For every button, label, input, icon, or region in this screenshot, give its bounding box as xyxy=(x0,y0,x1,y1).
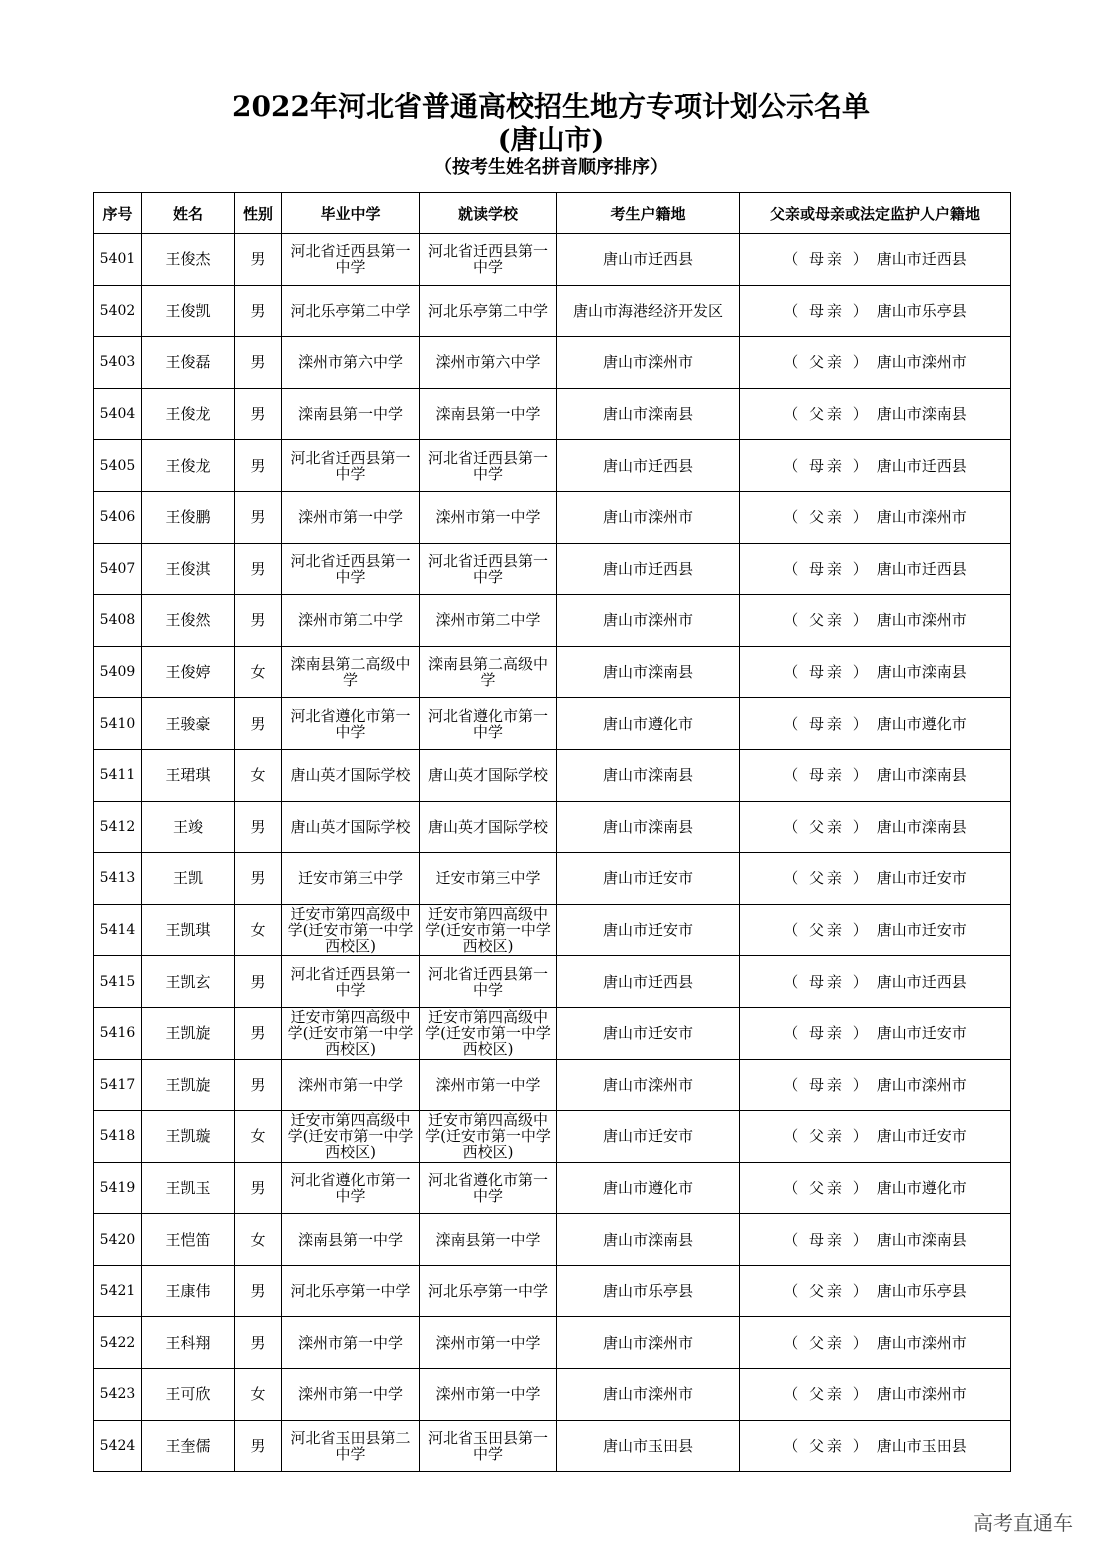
table-row xyxy=(94,956,1011,1008)
guardian-household: 唐山市滦州市 xyxy=(876,353,967,372)
guardian-household: 唐山市迁西县 xyxy=(876,972,967,991)
table-row xyxy=(94,1369,1011,1421)
table-header-row xyxy=(94,193,1011,234)
current-school-cell: 滦州市第一中学 xyxy=(420,491,557,543)
guardian-relation: （ 父亲 ） xyxy=(783,353,871,372)
gender-cell: 男 xyxy=(235,595,282,647)
table-row xyxy=(94,337,1011,389)
name-cell: 王俊杰 xyxy=(142,234,235,286)
current-school-cell: 滦州市第二中学 xyxy=(420,595,557,647)
graduation-school-cell: 迁安市第四高级中学(迁安市第一中学西校区) xyxy=(282,904,420,956)
header-cell: 考生户籍地 xyxy=(557,193,740,234)
guardian-relation: （ 父亲 ） xyxy=(783,1282,871,1301)
guardian-household: 唐山市滦州市 xyxy=(876,1333,967,1352)
gender-cell: 男 xyxy=(235,1317,282,1369)
graduation-school-cell: 滦州市第一中学 xyxy=(282,1369,420,1421)
serial-cell: 5423 xyxy=(94,1369,142,1421)
household-cell: 唐山市玉田县 xyxy=(557,1420,740,1472)
guardian-relation: （ 父亲 ） xyxy=(783,817,871,836)
gender-cell: 男 xyxy=(235,1007,282,1059)
guardian-relation: （ 父亲 ） xyxy=(783,611,871,630)
guardian-relation: （ 父亲 ） xyxy=(783,405,871,424)
graduation-school-cell: 滦南县第一中学 xyxy=(282,1214,420,1266)
household-cell: 唐山市滦州市 xyxy=(557,1317,740,1369)
table-row xyxy=(94,853,1011,905)
guardian-household-cell xyxy=(740,285,1011,337)
serial-cell: 5424 xyxy=(94,1420,142,1472)
header-cell: 就读学校 xyxy=(420,193,557,234)
current-school-cell: 滦州市第六中学 xyxy=(420,337,557,389)
guardian-household-cell xyxy=(740,1214,1011,1266)
graduation-school-cell: 滦州市第一中学 xyxy=(282,1059,420,1111)
guardian-household-cell xyxy=(740,1317,1011,1369)
name-cell: 王凯玉 xyxy=(142,1162,235,1214)
current-school-cell: 滦南县第一中学 xyxy=(420,1214,557,1266)
gender-cell: 男 xyxy=(235,337,282,389)
name-cell: 王凯 xyxy=(142,853,235,905)
table-row xyxy=(94,285,1011,337)
guardian-household: 唐山市迁安市 xyxy=(876,869,967,888)
guardian-household-cell xyxy=(740,749,1011,801)
name-cell: 王凯玄 xyxy=(142,956,235,1008)
gender-cell: 女 xyxy=(235,1214,282,1266)
household-cell: 唐山市迁安市 xyxy=(557,1111,740,1163)
serial-cell: 5408 xyxy=(94,595,142,647)
guardian-household: 唐山市遵化市 xyxy=(876,1178,967,1197)
household-cell: 唐山市遵化市 xyxy=(557,698,740,750)
name-cell: 王俊然 xyxy=(142,595,235,647)
serial-cell: 5401 xyxy=(94,234,142,286)
serial-cell: 5420 xyxy=(94,1214,142,1266)
serial-cell: 5416 xyxy=(94,1007,142,1059)
household-cell: 唐山市迁西县 xyxy=(557,956,740,1008)
graduation-school-cell: 河北省迁西县第一中学 xyxy=(282,543,420,595)
guardian-household-cell xyxy=(740,646,1011,698)
guardian-household-cell xyxy=(740,853,1011,905)
guardian-household: 唐山市乐亭县 xyxy=(876,301,967,320)
current-school-cell: 河北乐亭第二中学 xyxy=(420,285,557,337)
gender-cell: 女 xyxy=(235,646,282,698)
guardian-relation: （ 父亲 ） xyxy=(783,1127,871,1146)
guardian-household: 唐山市滦南县 xyxy=(876,1230,967,1249)
current-school-cell: 唐山英才国际学校 xyxy=(420,801,557,853)
current-school-cell: 迁安市第四高级中学(迁安市第一中学西校区) xyxy=(420,904,557,956)
serial-cell: 5410 xyxy=(94,698,142,750)
name-cell: 王俊婷 xyxy=(142,646,235,698)
guardian-relation: （ 母亲 ） xyxy=(783,766,871,785)
current-school-cell: 迁安市第四高级中学(迁安市第一中学西校区) xyxy=(420,1111,557,1163)
serial-cell: 5419 xyxy=(94,1162,142,1214)
serial-cell: 5418 xyxy=(94,1111,142,1163)
graduation-school-cell: 迁安市第四高级中学(迁安市第一中学西校区) xyxy=(282,1007,420,1059)
name-cell: 王俊鹏 xyxy=(142,491,235,543)
current-school-cell: 河北省迁西县第一中学 xyxy=(420,543,557,595)
gender-cell: 男 xyxy=(235,543,282,595)
graduation-school-cell: 河北省迁西县第一中学 xyxy=(282,234,420,286)
serial-cell: 5421 xyxy=(94,1265,142,1317)
serial-cell: 5414 xyxy=(94,904,142,956)
gender-cell: 男 xyxy=(235,853,282,905)
table-body xyxy=(94,234,1011,1472)
sort-note: （按考生姓名拼音顺序排序） xyxy=(434,157,668,178)
name-cell: 王凯旋 xyxy=(142,1007,235,1059)
header-cell: 毕业中学 xyxy=(282,193,420,234)
table-row xyxy=(94,1059,1011,1111)
guardian-household: 唐山市滦州市 xyxy=(876,1385,967,1404)
graduation-school-cell: 滦州市第二中学 xyxy=(282,595,420,647)
serial-cell: 5417 xyxy=(94,1059,142,1111)
name-cell: 王康伟 xyxy=(142,1265,235,1317)
name-cell: 王凯琪 xyxy=(142,904,235,956)
table-row xyxy=(94,749,1011,801)
guardian-relation: （ 父亲 ） xyxy=(783,869,871,888)
table-row xyxy=(94,698,1011,750)
graduation-school-cell: 迁安市第四高级中学(迁安市第一中学西校区) xyxy=(282,1111,420,1163)
graduation-school-cell: 迁安市第三中学 xyxy=(282,853,420,905)
serial-cell: 5403 xyxy=(94,337,142,389)
table-row xyxy=(94,801,1011,853)
document-title: 2022年河北省普通高校招生地方专项计划公示名单 xyxy=(232,90,870,123)
guardian-household: 唐山市乐亭县 xyxy=(876,1282,967,1301)
guardian-household-cell xyxy=(740,1369,1011,1421)
gender-cell: 男 xyxy=(235,491,282,543)
table-row xyxy=(94,1162,1011,1214)
household-cell: 唐山市海港经济开发区 xyxy=(557,285,740,337)
gender-cell: 男 xyxy=(235,1420,282,1472)
household-cell: 唐山市迁安市 xyxy=(557,1007,740,1059)
serial-cell: 5411 xyxy=(94,749,142,801)
guardian-household: 唐山市迁安市 xyxy=(876,1127,967,1146)
name-cell: 王可欣 xyxy=(142,1369,235,1421)
graduation-school-cell: 滦南县第一中学 xyxy=(282,388,420,440)
guardian-relation: （ 父亲 ） xyxy=(783,921,871,940)
guardian-relation: （ 母亲 ） xyxy=(783,1230,871,1249)
current-school-cell: 唐山英才国际学校 xyxy=(420,749,557,801)
name-cell: 王俊龙 xyxy=(142,440,235,492)
guardian-household-cell xyxy=(740,491,1011,543)
guardian-household: 唐山市滦州市 xyxy=(876,611,967,630)
guardian-household: 唐山市滦南县 xyxy=(876,405,967,424)
name-cell: 王俊磊 xyxy=(142,337,235,389)
household-cell: 唐山市滦南县 xyxy=(557,1214,740,1266)
gender-cell: 女 xyxy=(235,749,282,801)
guardian-relation: （ 母亲 ） xyxy=(783,250,871,269)
gender-cell: 男 xyxy=(235,1162,282,1214)
header-cell: 性别 xyxy=(235,193,282,234)
guardian-relation: （ 母亲 ） xyxy=(783,972,871,991)
household-cell: 唐山市滦南县 xyxy=(557,646,740,698)
document-subtitle: (唐山市) xyxy=(497,125,605,156)
name-cell: 王凯璇 xyxy=(142,1111,235,1163)
guardian-household-cell xyxy=(740,388,1011,440)
name-cell: 王奎儒 xyxy=(142,1420,235,1472)
gender-cell: 男 xyxy=(235,285,282,337)
current-school-cell: 滦州市第一中学 xyxy=(420,1317,557,1369)
table-row xyxy=(94,234,1011,286)
table-row xyxy=(94,1420,1011,1472)
household-cell: 唐山市滦南县 xyxy=(557,801,740,853)
table-row xyxy=(94,440,1011,492)
table-row xyxy=(94,904,1011,956)
serial-cell: 5413 xyxy=(94,853,142,905)
guardian-relation: （ 母亲 ） xyxy=(783,1024,871,1043)
table-row xyxy=(94,646,1011,698)
table-row xyxy=(94,1317,1011,1369)
table-row xyxy=(94,543,1011,595)
name-cell: 王俊淇 xyxy=(142,543,235,595)
household-cell: 唐山市滦州市 xyxy=(557,1369,740,1421)
household-cell: 唐山市滦南县 xyxy=(557,749,740,801)
table-row xyxy=(94,1111,1011,1163)
guardian-relation: （ 母亲 ） xyxy=(783,301,871,320)
name-cell: 王俊凯 xyxy=(142,285,235,337)
guardian-household: 唐山市迁安市 xyxy=(876,921,967,940)
serial-cell: 5406 xyxy=(94,491,142,543)
guardian-household: 唐山市滦南县 xyxy=(876,766,967,785)
guardian-relation: （ 父亲 ） xyxy=(783,1333,871,1352)
guardian-household-cell xyxy=(740,1162,1011,1214)
household-cell: 唐山市遵化市 xyxy=(557,1162,740,1214)
guardian-household-cell xyxy=(740,337,1011,389)
gender-cell: 男 xyxy=(235,388,282,440)
guardian-household: 唐山市迁西县 xyxy=(876,559,967,578)
household-cell: 唐山市迁西县 xyxy=(557,543,740,595)
guardian-relation: （ 父亲 ） xyxy=(783,508,871,527)
current-school-cell: 河北乐亭第一中学 xyxy=(420,1265,557,1317)
guardian-relation: （ 父亲 ） xyxy=(783,1178,871,1197)
header-cell: 父亲或母亲或法定监护人户籍地 xyxy=(740,193,1011,234)
table-row xyxy=(94,491,1011,543)
guardian-household-cell xyxy=(740,1420,1011,1472)
household-cell: 唐山市滦州市 xyxy=(557,1059,740,1111)
graduation-school-cell: 唐山英才国际学校 xyxy=(282,749,420,801)
gender-cell: 女 xyxy=(235,904,282,956)
guardian-relation: （ 母亲 ） xyxy=(783,714,871,733)
current-school-cell: 滦南县第一中学 xyxy=(420,388,557,440)
table-row xyxy=(94,1007,1011,1059)
guardian-household-cell xyxy=(740,595,1011,647)
table-row xyxy=(94,1265,1011,1317)
graduation-school-cell: 河北省遵化市第一中学 xyxy=(282,1162,420,1214)
serial-cell: 5422 xyxy=(94,1317,142,1369)
name-cell: 王科翔 xyxy=(142,1317,235,1369)
name-cell: 王俊龙 xyxy=(142,388,235,440)
household-cell: 唐山市迁西县 xyxy=(557,440,740,492)
gender-cell: 男 xyxy=(235,956,282,1008)
graduation-school-cell: 河北省迁西县第一中学 xyxy=(282,956,420,1008)
graduation-school-cell: 河北省迁西县第一中学 xyxy=(282,440,420,492)
graduation-school-cell: 滦州市第一中学 xyxy=(282,491,420,543)
guardian-household-cell xyxy=(740,698,1011,750)
serial-cell: 5412 xyxy=(94,801,142,853)
guardian-relation: （ 父亲 ） xyxy=(783,1385,871,1404)
admission-list-table xyxy=(93,192,1011,1472)
household-cell: 唐山市迁安市 xyxy=(557,853,740,905)
guardian-household-cell xyxy=(740,956,1011,1008)
guardian-household-cell xyxy=(740,1007,1011,1059)
serial-cell: 5407 xyxy=(94,543,142,595)
household-cell: 唐山市滦州市 xyxy=(557,337,740,389)
gender-cell: 男 xyxy=(235,234,282,286)
graduation-school-cell: 河北乐亭第一中学 xyxy=(282,1265,420,1317)
guardian-household: 唐山市滦州市 xyxy=(876,1075,967,1094)
guardian-household: 唐山市滦南县 xyxy=(876,817,967,836)
guardian-household-cell xyxy=(740,904,1011,956)
guardian-household-cell xyxy=(740,1265,1011,1317)
serial-cell: 5404 xyxy=(94,388,142,440)
header-cell: 姓名 xyxy=(142,193,235,234)
current-school-cell: 滦州市第一中学 xyxy=(420,1059,557,1111)
gender-cell: 男 xyxy=(235,440,282,492)
current-school-cell: 滦南县第二高级中学 xyxy=(420,646,557,698)
guardian-household: 唐山市滦州市 xyxy=(876,508,967,527)
header-cell: 序号 xyxy=(94,193,142,234)
gender-cell: 男 xyxy=(235,801,282,853)
guardian-household: 唐山市迁西县 xyxy=(876,250,967,269)
guardian-household: 唐山市玉田县 xyxy=(876,1436,967,1455)
gender-cell: 女 xyxy=(235,1369,282,1421)
current-school-cell: 滦州市第一中学 xyxy=(420,1369,557,1421)
household-cell: 唐山市迁西县 xyxy=(557,234,740,286)
table-row xyxy=(94,595,1011,647)
household-cell: 唐山市迁安市 xyxy=(557,904,740,956)
current-school-cell: 河北省玉田县第一中学 xyxy=(420,1420,557,1472)
graduation-school-cell: 河北省遵化市第一中学 xyxy=(282,698,420,750)
serial-cell: 5415 xyxy=(94,956,142,1008)
current-school-cell: 河北省遵化市第一中学 xyxy=(420,698,557,750)
guardian-relation: （ 母亲 ） xyxy=(783,1075,871,1094)
graduation-school-cell: 河北省玉田县第二中学 xyxy=(282,1420,420,1472)
guardian-household: 唐山市迁安市 xyxy=(876,1024,967,1043)
gender-cell: 男 xyxy=(235,1059,282,1111)
current-school-cell: 河北省迁西县第一中学 xyxy=(420,440,557,492)
serial-cell: 5402 xyxy=(94,285,142,337)
current-school-cell: 迁安市第四高级中学(迁安市第一中学西校区) xyxy=(420,1007,557,1059)
guardian-household-cell xyxy=(740,1059,1011,1111)
table-row xyxy=(94,388,1011,440)
guardian-household: 唐山市遵化市 xyxy=(876,714,967,733)
guardian-household: 唐山市滦南县 xyxy=(876,663,967,682)
guardian-household: 唐山市迁西县 xyxy=(876,456,967,475)
watermark: 高考直通车 xyxy=(973,1511,1073,1535)
graduation-school-cell: 唐山英才国际学校 xyxy=(282,801,420,853)
gender-cell: 女 xyxy=(235,1111,282,1163)
name-cell: 王珺琪 xyxy=(142,749,235,801)
guardian-household-cell xyxy=(740,234,1011,286)
household-cell: 唐山市滦南县 xyxy=(557,388,740,440)
graduation-school-cell: 滦州市第一中学 xyxy=(282,1317,420,1369)
household-cell: 唐山市乐亭县 xyxy=(557,1265,740,1317)
serial-cell: 5405 xyxy=(94,440,142,492)
graduation-school-cell: 河北乐亭第二中学 xyxy=(282,285,420,337)
gender-cell: 男 xyxy=(235,698,282,750)
guardian-household-cell xyxy=(740,801,1011,853)
guardian-relation: （ 母亲 ） xyxy=(783,456,871,475)
current-school-cell: 河北省迁西县第一中学 xyxy=(420,234,557,286)
graduation-school-cell: 滦州市第六中学 xyxy=(282,337,420,389)
name-cell: 王竣 xyxy=(142,801,235,853)
name-cell: 王恺笛 xyxy=(142,1214,235,1266)
name-cell: 王凯旋 xyxy=(142,1059,235,1111)
guardian-relation: （ 母亲 ） xyxy=(783,559,871,578)
household-cell: 唐山市滦州市 xyxy=(557,491,740,543)
household-cell: 唐山市滦州市 xyxy=(557,595,740,647)
gender-cell: 男 xyxy=(235,1265,282,1317)
name-cell: 王骏豪 xyxy=(142,698,235,750)
current-school-cell: 河北省遵化市第一中学 xyxy=(420,1162,557,1214)
serial-cell: 5409 xyxy=(94,646,142,698)
guardian-relation: （ 母亲 ） xyxy=(783,663,871,682)
guardian-household-cell xyxy=(740,543,1011,595)
guardian-household-cell xyxy=(740,440,1011,492)
guardian-household-cell xyxy=(740,1111,1011,1163)
current-school-cell: 迁安市第三中学 xyxy=(420,853,557,905)
guardian-relation: （ 父亲 ） xyxy=(783,1436,871,1455)
table-row xyxy=(94,1214,1011,1266)
current-school-cell: 河北省迁西县第一中学 xyxy=(420,956,557,1008)
graduation-school-cell: 滦南县第二高级中学 xyxy=(282,646,420,698)
